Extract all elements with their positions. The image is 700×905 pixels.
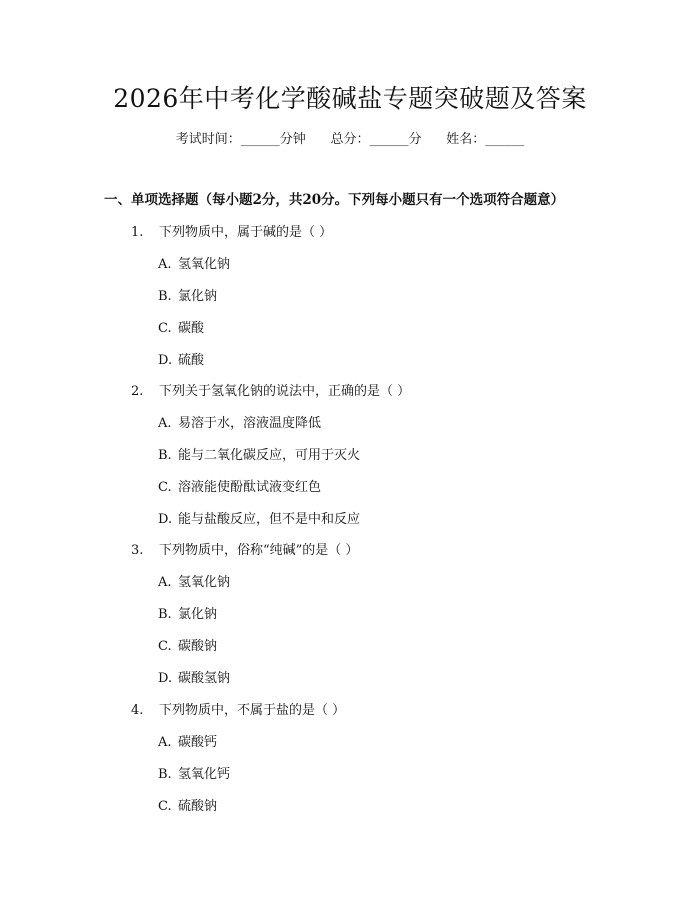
option-1d [158, 352, 204, 370]
option-text: 氯化钠 [178, 289, 218, 304]
option-1b [158, 288, 217, 306]
option-letter: C. [158, 480, 172, 495]
option-text: 碳酸钠 [178, 639, 218, 654]
option-letter: A. [158, 416, 172, 431]
option-2d [158, 511, 360, 529]
option-text: 碳酸氢钠 [178, 671, 231, 686]
question-number: 4. [131, 703, 144, 718]
option-letter: D. [158, 671, 173, 686]
question-number: 1. [131, 225, 144, 240]
question-number: 2. [131, 384, 144, 399]
option-1a [158, 256, 230, 274]
question-stem: 下列物质中，属于碱的是（ ） [159, 225, 333, 240]
document-title: 2026年中考化学酸碱盐专题突破题及答案 [113, 84, 587, 113]
option-text: 易溶于水，溶液温度降低 [178, 416, 322, 431]
option-3c [158, 638, 217, 656]
option-3b [158, 606, 217, 624]
question-2 [131, 383, 410, 401]
option-text: 氢氧化钠 [178, 257, 231, 272]
option-text: 硫酸 [178, 353, 205, 368]
option-letter: C. [158, 321, 172, 336]
option-text: 氯化钠 [178, 607, 218, 622]
option-text: 能与二氧化碳反应，可用于灭火 [178, 448, 361, 463]
option-letter: B. [158, 448, 172, 463]
option-letter: D. [158, 512, 173, 527]
option-4c [158, 798, 217, 816]
exam-info-line: 考试时间：______分钟 总分：______分 姓名：______ [175, 132, 525, 147]
question-1 [131, 224, 332, 242]
option-text: 碳酸 [178, 321, 205, 336]
question-stem: 下列物质中，不属于盐的是（ ） [159, 703, 346, 718]
option-letter: D. [158, 353, 173, 368]
option-1c [158, 320, 204, 338]
option-letter: A. [158, 257, 172, 272]
question-3 [131, 542, 358, 560]
option-letter: B. [158, 289, 172, 304]
option-3a [158, 574, 230, 592]
option-2a [158, 415, 321, 433]
question-4 [131, 702, 345, 720]
question-stem: 下列关于氢氧化钠的说法中，正确的是（ ） [159, 384, 411, 399]
option-4b [158, 766, 230, 784]
option-text: 硫酸钠 [178, 799, 218, 814]
option-letter: B. [158, 767, 172, 782]
question-number: 3. [131, 543, 144, 558]
option-letter: A. [158, 575, 172, 590]
option-letter: C. [158, 639, 172, 654]
option-letter: C. [158, 799, 172, 814]
option-text: 氢氧化钙 [178, 767, 231, 782]
question-stem: 下列物质中，俗称“纯碱”的是（ ） [159, 543, 359, 558]
option-text: 氢氧化钠 [178, 575, 231, 590]
option-text: 碳酸钙 [178, 735, 218, 750]
option-letter: A. [158, 735, 172, 750]
option-3d [158, 670, 230, 688]
option-2b [158, 447, 360, 465]
option-letter: B. [158, 607, 172, 622]
option-text: 能与盐酸反应，但不是中和反应 [178, 512, 361, 527]
option-2c [158, 479, 321, 497]
option-text: 溶液能使酚酞试液变红色 [178, 480, 322, 495]
option-4a [158, 734, 217, 752]
section-heading: 一、单项选择题（每小题2分，共20分。下列每小题只有一个选项符合题意） [104, 192, 565, 208]
